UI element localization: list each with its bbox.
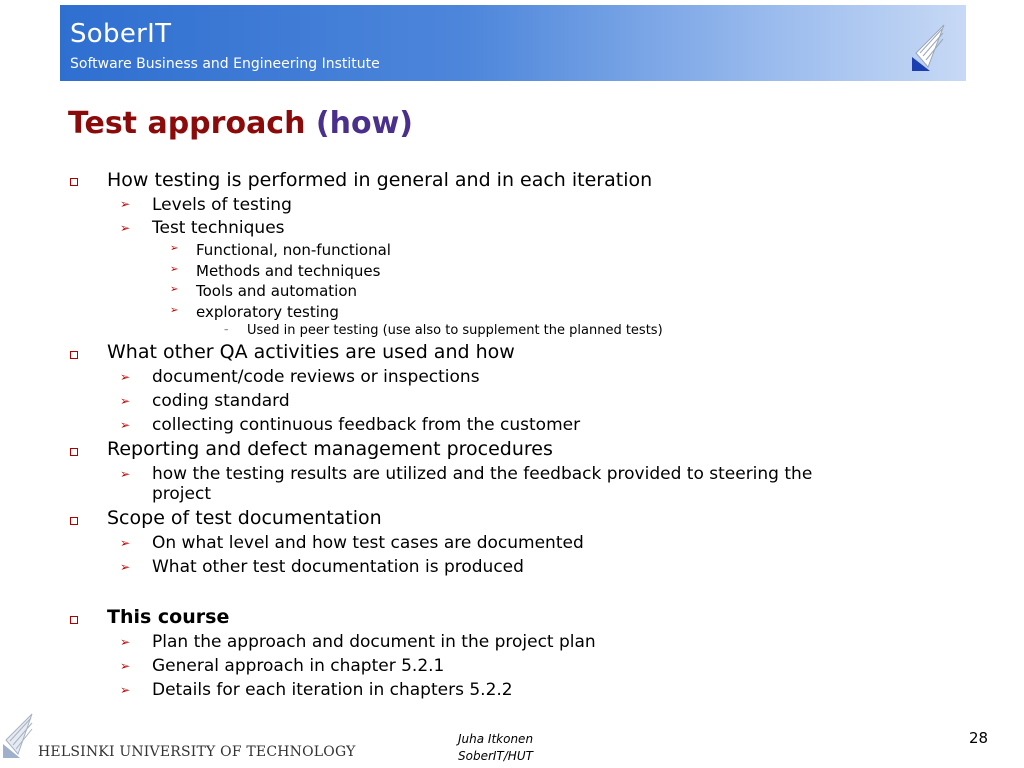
list-item: General approach in chapter 5.2.1 bbox=[152, 656, 445, 676]
list-item-bold: This course bbox=[107, 606, 230, 628]
square-bullet-icon bbox=[70, 351, 78, 359]
list-item: collecting continuous feedback from the customer bbox=[152, 415, 581, 435]
list-item: Tools and automation bbox=[196, 282, 358, 300]
footer-university: HELSINKI UNIVERSITY OF TECHNOLOGY bbox=[38, 744, 356, 760]
list-item: On what level and how test cases are documented bbox=[152, 533, 584, 553]
arrow-bullet-icon: ➢ bbox=[120, 418, 131, 432]
arrow-bullet-icon: ➢ bbox=[120, 394, 131, 408]
square-bullet-icon bbox=[70, 448, 78, 456]
list-item: Plan the approach and document in the project plan bbox=[152, 632, 596, 652]
list-item: Scope of test documentation bbox=[107, 507, 382, 529]
arrow-bullet-icon: ➢ bbox=[120, 683, 131, 697]
title-subtitle: (how) bbox=[315, 106, 414, 141]
dash-bullet-icon: – bbox=[224, 325, 229, 335]
brand-name: SoberIT bbox=[70, 19, 172, 49]
list-item: What other QA activities are used and how bbox=[107, 341, 515, 363]
list-item: What other test documentation is produced bbox=[152, 557, 524, 577]
arrow-bullet-icon: ➢ bbox=[170, 264, 179, 275]
list-item: Test techniques bbox=[152, 218, 285, 238]
arrow-bullet-icon: ➢ bbox=[120, 221, 131, 235]
arrow-bullet-icon: ➢ bbox=[170, 243, 179, 254]
list-item: coding standard bbox=[152, 391, 290, 411]
arrow-bullet-icon: ➢ bbox=[120, 197, 131, 211]
square-bullet-icon bbox=[70, 178, 78, 186]
square-bullet-icon bbox=[70, 517, 78, 525]
brand-subtitle: Software Business and Engineering Institute bbox=[70, 56, 380, 72]
arrow-bullet-icon: ➢ bbox=[170, 305, 179, 316]
list-item: How testing is performed in general and in each iteration bbox=[107, 169, 653, 191]
footer-author bbox=[458, 731, 533, 765]
arrow-bullet-icon: ➢ bbox=[120, 467, 131, 481]
title-main: Test approach bbox=[68, 106, 306, 141]
author-name: Juha Itkonen bbox=[458, 732, 534, 746]
list-item: Methods and techniques bbox=[196, 262, 381, 280]
arrow-bullet-icon: ➢ bbox=[120, 560, 131, 574]
list-item: exploratory testing bbox=[196, 303, 339, 321]
arrow-bullet-icon: ➢ bbox=[120, 635, 131, 649]
list-item: Used in peer testing (use also to supplement the planned tests) bbox=[247, 323, 663, 338]
author-affiliation: SoberIT/HUT bbox=[458, 749, 533, 763]
arrow-bullet-icon: ➢ bbox=[120, 536, 131, 550]
arrow-bullet-icon: ➢ bbox=[120, 659, 131, 673]
list-item: how the testing results are utilized and the feedback provided to steering the bbox=[152, 464, 813, 484]
list-item: document/code reviews or inspections bbox=[152, 367, 480, 387]
arrow-bullet-icon: ➢ bbox=[120, 370, 131, 384]
list-item-continuation: project bbox=[152, 484, 212, 504]
list-item: Reporting and defect management procedures bbox=[107, 438, 553, 460]
sail-logo-icon bbox=[2, 712, 36, 760]
arrow-bullet-icon: ➢ bbox=[170, 284, 179, 295]
list-item: Details for each iteration in chapters 5.2.2 bbox=[152, 680, 513, 700]
square-bullet-icon bbox=[70, 616, 78, 624]
list-item: Functional, non-functional bbox=[196, 241, 391, 259]
list-item: Levels of testing bbox=[152, 195, 292, 215]
page-number: 28 bbox=[969, 729, 989, 747]
